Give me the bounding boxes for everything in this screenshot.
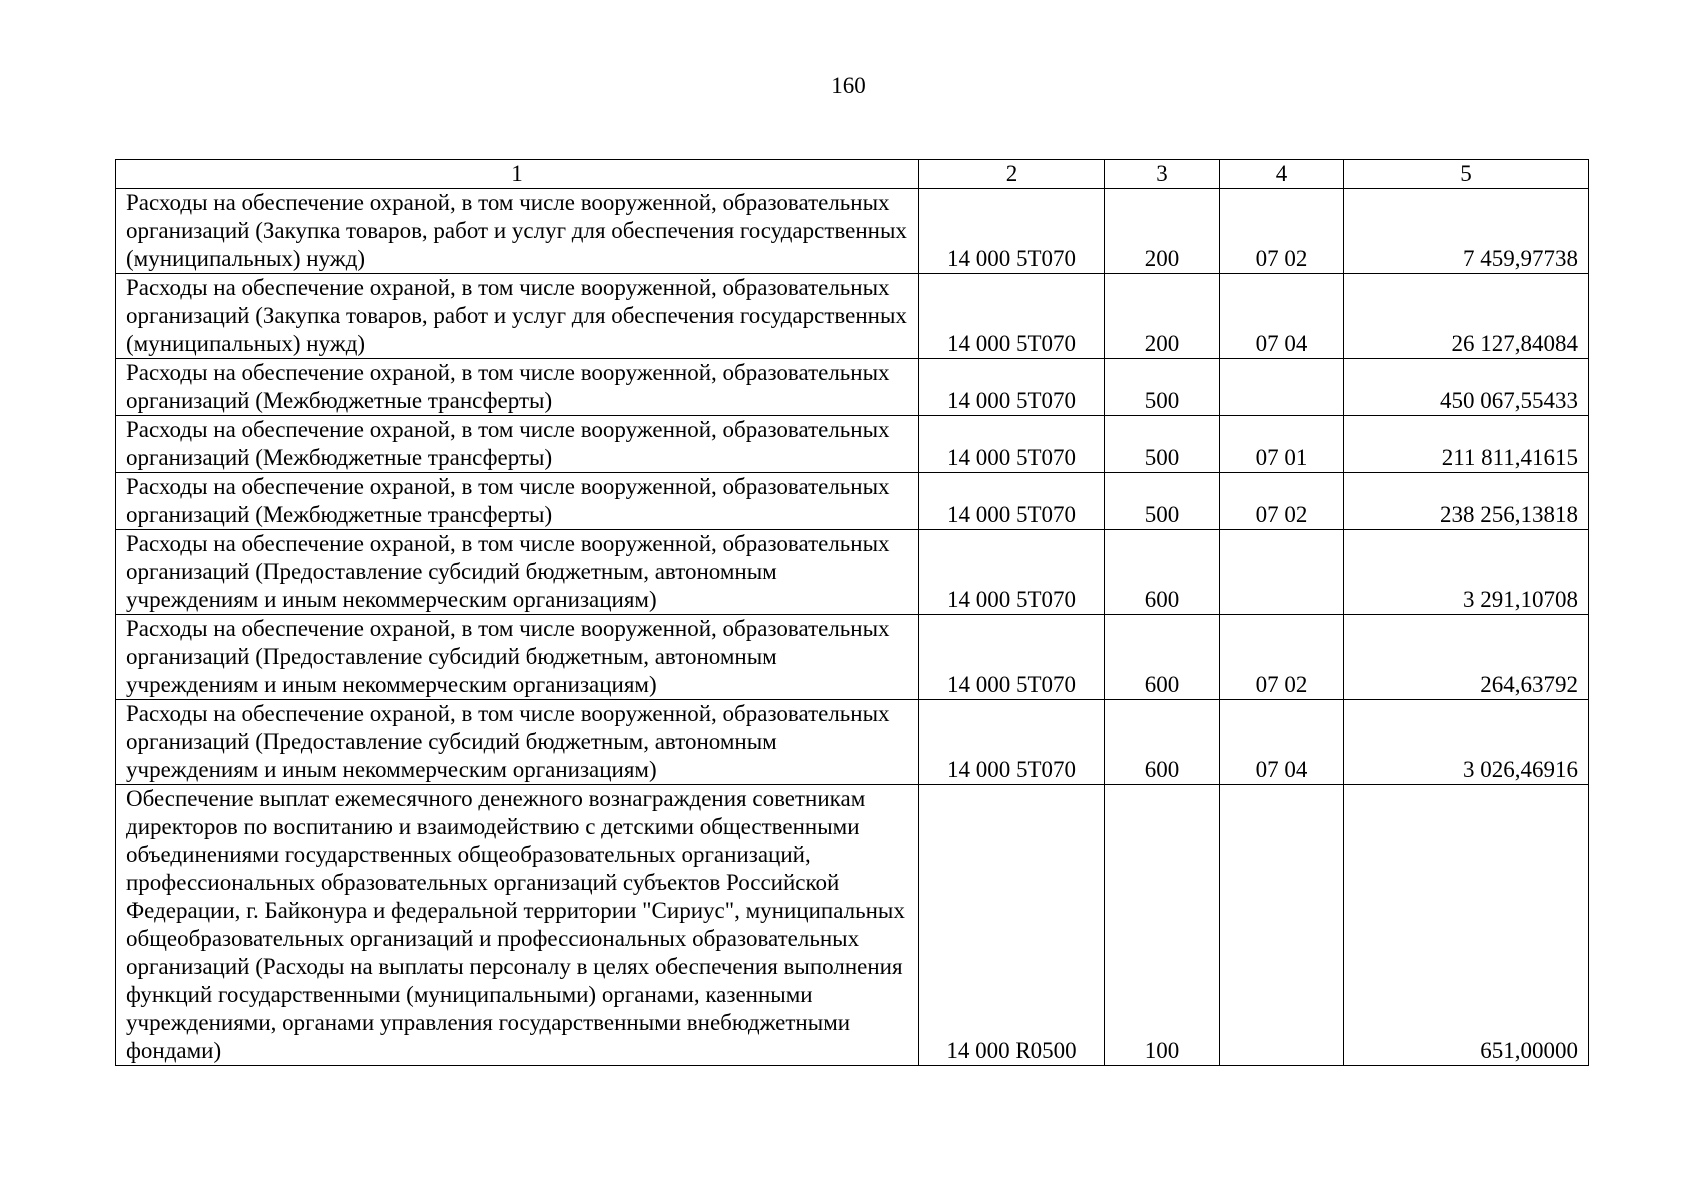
row-section: 07 02 (1220, 615, 1344, 700)
row-type: 600 (1105, 700, 1220, 785)
row-description: Обеспечение выплат ежемесячного денежного вознаграждения советникам директоров по воспитанию и взаимодействию с детскими общественными объединениями государственных общеобразовательных организаций, профессиональных образовательных организаций субъектов Российской Федерации, г. Байконура и федеральной территории "Сириус", муниципальных общеобразовательных организаций и профессиональных образовательных организаций (Расходы на выплаты персоналу в целях обеспечения выполнения функций государственными (муниципальными) органами, казенными учреждениями, органами управления государственными внебюджетными фондами) (116, 785, 919, 1066)
row-code: 14 000 5Т070 (919, 615, 1105, 700)
header-col-1: 1 (116, 160, 919, 189)
row-amount: 264,63792 (1344, 615, 1589, 700)
row-description: Расходы на обеспечение охраной, в том числе вооруженной, образовательных организаций (Закупка товаров, работ и услуг для обеспечения государственных (муниципальных) нужд) (116, 274, 919, 359)
row-code: 14 000 5Т070 (919, 473, 1105, 530)
header-col-2: 2 (919, 160, 1105, 189)
table-row (116, 530, 1589, 615)
header-col-4: 4 (1220, 160, 1344, 189)
row-section: 07 04 (1220, 700, 1344, 785)
row-section: 07 01 (1220, 416, 1344, 473)
row-type: 200 (1105, 189, 1220, 274)
table-row (116, 274, 1589, 359)
row-description: Расходы на обеспечение охраной, в том числе вооруженной, образовательных организаций (Межбюджетные трансферты) (116, 359, 919, 416)
header-row (116, 160, 1589, 189)
table-row (116, 615, 1589, 700)
row-description: Расходы на обеспечение охраной, в том числе вооруженной, образовательных организаций (Предоставление субсидий бюджетным, автономным учреждениям и иным некоммерческим организациям) (116, 615, 919, 700)
row-amount: 238 256,13818 (1344, 473, 1589, 530)
row-section: 07 02 (1220, 473, 1344, 530)
row-type: 500 (1105, 473, 1220, 530)
row-code: 14 000 5Т070 (919, 274, 1105, 359)
header-col-3: 3 (1105, 160, 1220, 189)
table-row (116, 359, 1589, 416)
row-amount: 211 811,41615 (1344, 416, 1589, 473)
budget-table (115, 159, 1589, 1066)
row-description: Расходы на обеспечение охраной, в том числе вооруженной, образовательных организаций (Межбюджетные трансферты) (116, 473, 919, 530)
row-code: 14 000 5Т070 (919, 700, 1105, 785)
row-type: 500 (1105, 359, 1220, 416)
row-amount: 3 026,46916 (1344, 700, 1589, 785)
row-amount: 7 459,97738 (1344, 189, 1589, 274)
row-code: 14 000 R0500 (919, 785, 1105, 1066)
row-code: 14 000 5Т070 (919, 359, 1105, 416)
row-amount: 450 067,55433 (1344, 359, 1589, 416)
row-amount: 651,00000 (1344, 785, 1589, 1066)
row-amount: 26 127,84084 (1344, 274, 1589, 359)
row-description: Расходы на обеспечение охраной, в том числе вооруженной, образовательных организаций (Закупка товаров, работ и услуг для обеспечения государственных (муниципальных) нужд) (116, 189, 919, 274)
row-description: Расходы на обеспечение охраной, в том числе вооруженной, образовательных организаций (Предоставление субсидий бюджетным, автономным учреждениям и иным некоммерческим организациям) (116, 700, 919, 785)
row-section (1220, 530, 1344, 615)
table-row (116, 473, 1589, 530)
row-type: 600 (1105, 615, 1220, 700)
table-row (116, 189, 1589, 274)
row-section: 07 02 (1220, 189, 1344, 274)
row-description: Расходы на обеспечение охраной, в том числе вооруженной, образовательных организаций (Предоставление субсидий бюджетным, автономным учреждениям и иным некоммерческим организациям) (116, 530, 919, 615)
row-type: 600 (1105, 530, 1220, 615)
table-row (116, 785, 1589, 1066)
row-section (1220, 785, 1344, 1066)
row-type: 200 (1105, 274, 1220, 359)
table-row (116, 416, 1589, 473)
table-row (116, 700, 1589, 785)
row-code: 14 000 5Т070 (919, 189, 1105, 274)
row-section (1220, 359, 1344, 416)
page-number: 160 (831, 73, 866, 98)
row-type: 100 (1105, 785, 1220, 1066)
row-section: 07 04 (1220, 274, 1344, 359)
header-col-5: 5 (1344, 160, 1589, 189)
row-amount: 3 291,10708 (1344, 530, 1589, 615)
row-description: Расходы на обеспечение охраной, в том числе вооруженной, образовательных организаций (Межбюджетные трансферты) (116, 416, 919, 473)
row-code: 14 000 5Т070 (919, 530, 1105, 615)
row-code: 14 000 5Т070 (919, 416, 1105, 473)
row-type: 500 (1105, 416, 1220, 473)
